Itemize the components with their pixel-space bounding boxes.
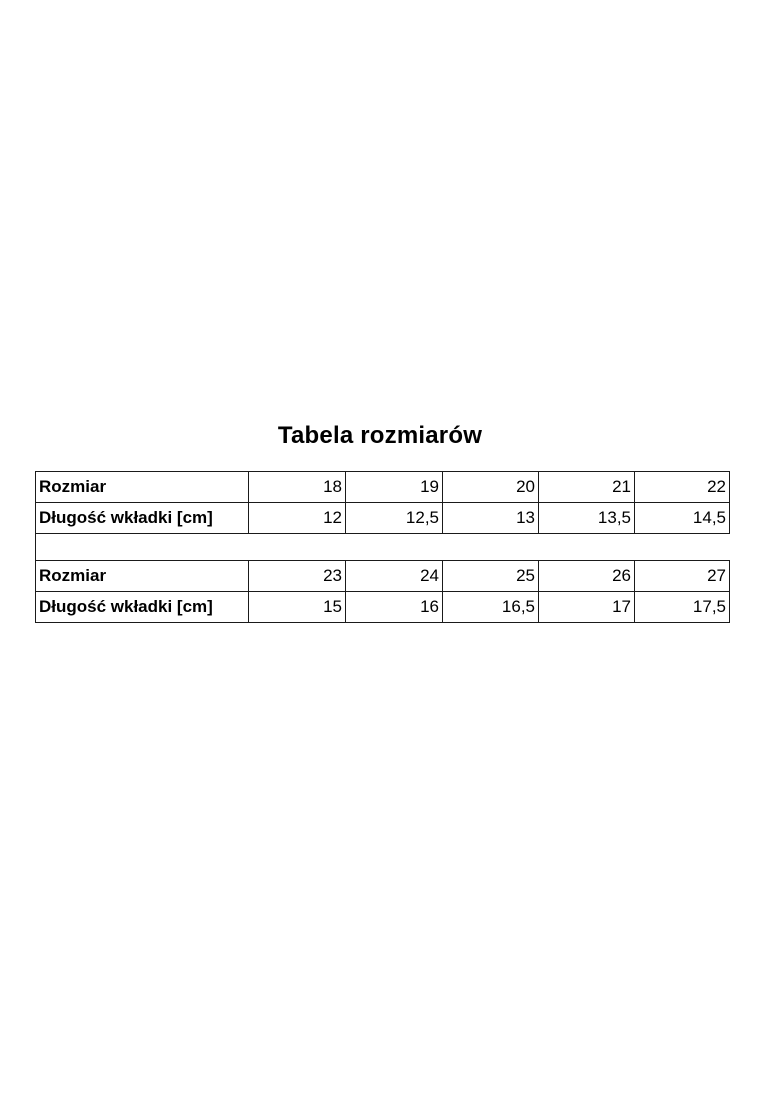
cell-size: 23: [249, 561, 346, 592]
row-label-size: Rozmiar: [36, 561, 249, 592]
size-table: [35, 471, 730, 623]
cell-length: 15: [249, 592, 346, 623]
cell-length: 12: [249, 503, 346, 534]
cell-size: 18: [249, 472, 346, 503]
cell-size: 24: [346, 561, 443, 592]
cell-length: 14,5: [635, 503, 730, 534]
table-row-sizes-1: [36, 472, 730, 503]
cell-length: 13: [443, 503, 539, 534]
cell-length: 13,5: [539, 503, 635, 534]
cell-size: 26: [539, 561, 635, 592]
row-label-length: Długość wkładki [cm]: [36, 503, 249, 534]
cell-size: 21: [539, 472, 635, 503]
table-row-sizes-2: [36, 561, 730, 592]
cell-size: 25: [443, 561, 539, 592]
table-row-lengths-1: [36, 503, 730, 534]
page-title: Tabela rozmiarów: [277, 422, 483, 449]
row-label-length: Długość wkładki [cm]: [36, 592, 249, 623]
cell-length: 12,5: [346, 503, 443, 534]
cell-size: 22: [635, 472, 730, 503]
cell-length: 16: [346, 592, 443, 623]
cell-length: 17,5: [635, 592, 730, 623]
cell-length: 17: [539, 592, 635, 623]
spacer-cell: [36, 534, 730, 561]
table-row-lengths-2: [36, 592, 730, 623]
cell-size: 19: [346, 472, 443, 503]
table-spacer-row: [36, 534, 730, 561]
cell-size: 20: [443, 472, 539, 503]
row-label-size: Rozmiar: [36, 472, 249, 503]
cell-size: 27: [635, 561, 730, 592]
cell-length: 16,5: [443, 592, 539, 623]
